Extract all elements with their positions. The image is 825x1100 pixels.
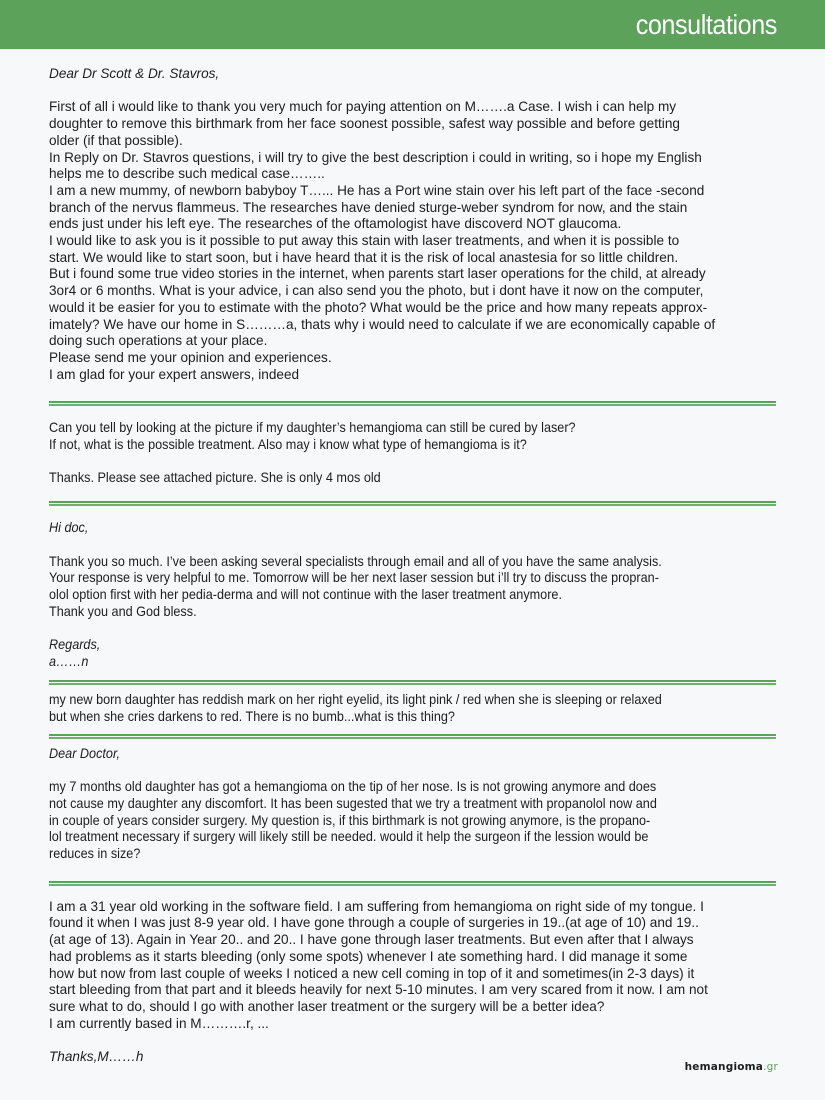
consultation-entry [49,692,776,725]
entry-line: start. We would like to start soon, but i have heard that it is the risk of local anastesia for so little children. [49,249,679,265]
consultation-entry [49,520,776,670]
entry-line: But i found some true video stories in the internet, when parents start laser operations for the child, at already [49,266,706,282]
consultations-list [49,66,776,1066]
entry-line: sure what to do, should I go with another laser treatment or the surgery will be a better idea? [49,998,605,1014]
entry-line: helps me to describe such medical case…….. [49,166,325,182]
consultation-entry [49,66,776,383]
entry-greeting: Dear Dr Scott & Dr. Stavros, [49,66,220,81]
section-divider [49,881,776,886]
entry-line: had problems as it starts bleeding (only some spots) whenever I ate something hard. I did manage it some [49,948,688,964]
entry-line: how but now from last couple of weeks I noticed a new cell coming in top of it and sometimes(in 2-3 days) it [49,965,695,981]
entry-line: imately? We have our home in S………a, thats why i would need to calculate if we are economically capable of [49,316,716,332]
entry-signature: a……n [49,653,89,669]
entry-line: not cause my daughter any discomfort. It has been sugested that we try a treatment with propanolol now and [49,795,657,811]
entry-line: I am currently based in M……….r, ... [49,1015,269,1031]
entry-line: 3or4 or 6 months. What is your advice, i can also send you the photo, but i dont have it now on the computer, [49,283,704,299]
entry-line: reduces in size? [49,846,141,862]
entry-line: older (if that possible). [49,132,183,148]
entry-line: I would like to ask you is it possible to put away this stain with laser treatments, and when it is possible to [49,233,680,249]
entry-line: ends just under his left eye. The researches of the oftamologist have discoverd NOT glaucoma. [49,216,622,232]
entry-line: Please send me your opinion and experiences. [49,349,332,365]
entry-line: branch of the nervus flammeus. The researches have denied sturge-weber syndrom for now, and the stain [49,199,688,215]
consultation-entry [49,899,776,1066]
entry-line: I am a 31 year old working in the software field. I am suffering from hemangioma on right side of my tongue. I [49,898,704,914]
entry-line: lol treatment necessary if surgery will likely still be needed. would it help the surgeon if the lession would be [49,829,649,845]
entry-line: but when she cries darkens to red. There is no bumb...what is this thing? [49,709,455,725]
page-title: consultations [635,9,777,40]
entry-line: (at age of 13). Again in Year 20.. and 20.. I have gone through laser treatments. But even after that I always [49,932,694,948]
entry-line: my new born daughter has reddish mark on her right eyelid, its light pink / red when she is sleeping or relaxed [49,692,662,708]
brand-name: hemangioma [684,1061,764,1073]
entry-line: I am a new mummy, of newborn babyboy T…... He has a Port wine stain over his left part of the face -second [49,182,705,198]
entry-line: my 7 months old daughter has got a hemangioma on the tip of her nose. Is is not growing anymore and does [49,779,657,795]
brand-tld: .gr [763,1061,778,1073]
entry-line: If not, what is the possible treatment. Also may i know what type of hemangioma is it? [49,437,527,453]
entry-line: doughter to remove this birthmark from her face soonest possible, safest way possible and before getting [49,116,680,132]
entry-line: in couple of years consider surgery. My question is, if this birthmark is not growing anymore, is the propano- [49,812,651,828]
entry-line: I am glad for your expert answers, indeed [49,366,300,382]
entry-line: Thank you and God bless. [49,603,197,619]
entry-line: olol option first with her pedia-derma and will not continue with the laser treatment anymore. [49,586,562,602]
entry-line: Your response is very helpful to me. Tomorrow will be her next laser session but i’ll try to discuss the propran- [49,570,659,586]
consultation-entry [49,420,776,487]
entry-line: would it be easier for you to estimate with the photo? What would be the price and how many repeats approx- [49,299,708,315]
header-bar [0,0,825,50]
entry-greeting: Dear Doctor, [49,745,120,761]
entry-line: found it when I was just 8-9 year old. I have gone through a couple of surgeries in 19..(at age of 10) and 19.. [49,915,699,931]
entry-signoff: Thanks,M……h [49,1049,144,1065]
section-divider [49,501,776,506]
section-divider [49,401,776,406]
entry-line: In Reply on Dr. Stavros questions, i will try to give the best description i could in writing, so i hope my English [49,149,702,165]
entry-line: First of all i would like to thank you very much for paying attention on M…….a Case. I wish i can help my [49,99,677,115]
entry-line: Thank you so much. I’ve been asking several specialists through email and all of you have the same analysis. [49,553,662,569]
footer-brand-logo [685,1061,778,1073]
entry-signoff: Regards, [49,637,101,653]
entry-line: doing such operations at your place. [49,333,268,349]
entry-line: start bleeding from that part and it bleeds heavily for next 5-10 minutes. I am very scared from it now. I am not [49,982,708,998]
entry-greeting: Hi doc, [49,520,89,536]
entry-closing: Thanks. Please see attached picture. She is only 4 mos old [49,470,381,486]
section-divider [49,734,776,739]
section-divider [49,680,776,685]
entry-line: Can you tell by looking at the picture if my daughter’s hemangioma can still be cured by laser? [49,420,576,436]
consultation-entry [49,746,776,863]
